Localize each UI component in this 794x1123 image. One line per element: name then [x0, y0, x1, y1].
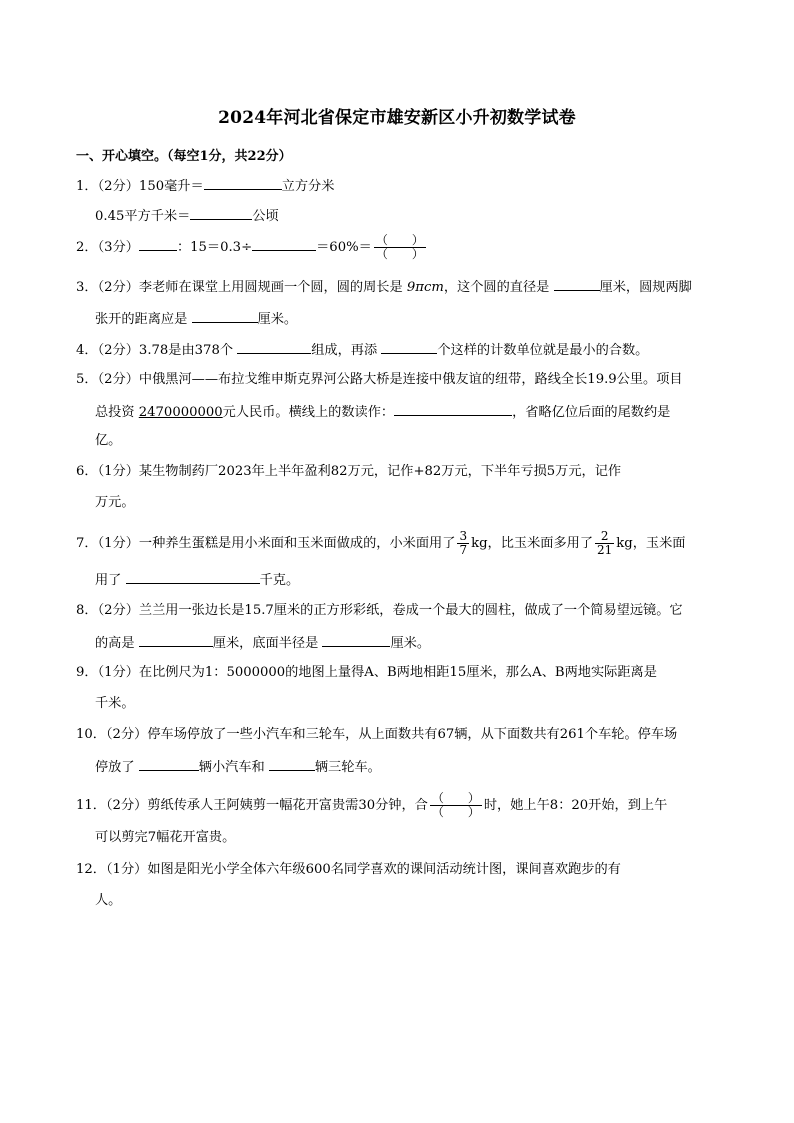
question-5-line-3: 亿。 — [95, 433, 122, 448]
question-8-line-2: 的高是 厘米，底面半径是 厘米。 — [95, 632, 430, 654]
question-5: 5．（2分）中俄黑河——布拉戈维申斯克界河公路大桥是连接中俄友谊的纽带，路线全长19.9公里。项目 — [76, 372, 683, 387]
question-11-line-2: 可以剪完7幅花开富贵。 — [95, 830, 236, 845]
question-5-line-2: 总投资 2470000000元人民币。横线上的数读作： ，省略亿位后面的尾数约是 — [95, 401, 670, 423]
answer-blank[interactable] — [126, 569, 260, 584]
answer-blank[interactable] — [190, 205, 252, 220]
question-1: 1．（2分）150毫升＝ 立方分米 — [76, 175, 334, 197]
fraction-blank[interactable]: $\frac{( )}{( )}$ — [431, 791, 480, 819]
fraction-blank[interactable]: $\frac{( )}{( )}$ — [375, 233, 424, 261]
question-3: 3．（2分）李老师在课堂上用圆规画一个圆，圆的周长是 9πcm，这个圆的直径是 厘米，圆规两脚 — [76, 276, 692, 298]
question-4: 4．（2分）3.78是由378个 组成，再添 个这样的计数单位就是最小的合数。 — [76, 339, 648, 361]
question-7-line-2: 用了 千克。 — [95, 569, 299, 591]
question-3-line-2: 张开的距离应是 厘米。 — [95, 308, 297, 330]
section-heading: 一、开心填空。（每空1分，共22分） — [76, 149, 292, 164]
question-7: 7．（1分）一种养生蛋糕是用小米面和玉米面做成的，小米面用了 $\frac{3}{7}$ kg，比玉米面多用了 $\frac{2}{21}$ kg，玉米面 — [76, 529, 686, 557]
answer-blank[interactable] — [204, 175, 282, 190]
answer-blank[interactable] — [252, 236, 316, 251]
answer-blank[interactable] — [381, 339, 437, 354]
answer-blank[interactable] — [322, 632, 390, 647]
fraction-2-21: $\frac{2}{21}$ — [597, 529, 613, 557]
answer-blank[interactable] — [192, 308, 258, 323]
question-9-line-2: 千米。 — [95, 696, 135, 711]
question-11: 11．（2分）剪纸传承人王阿姨剪一幅花开富贵需30分钟，合 $\frac{( )}{( )}$ 时，她上午8：20开始，到上午 — [76, 791, 668, 819]
answer-blank[interactable] — [237, 339, 311, 354]
answer-blank[interactable] — [269, 756, 315, 771]
question-8: 8．（2分）兰兰用一张边长是15.7厘米的正方形彩纸，卷成一个最大的圆柱，做成了一个简易望远镜。它 — [76, 603, 683, 618]
question-10: 10．（2分）停车场停放了一些小汽车和三轮车，从上面数共有67辆，从下面数共有261个车轮。停车场 — [76, 727, 678, 742]
question-12: 12．（1分）如图是阳光小学全体六年级600名同学喜欢的课间活动统计图，课间喜欢跑步的有 — [76, 862, 621, 877]
question-6: 6．（1分）某生物制药厂2023年上半年盈利82万元，记作+82万元，下半年亏损5万元，记作 — [76, 464, 622, 479]
question-10-line-2: 停放了 辆小汽车和 辆三轮车。 — [95, 756, 381, 778]
question-12-line-2: 人。 — [95, 893, 122, 908]
answer-blank[interactable] — [139, 236, 177, 251]
answer-blank[interactable] — [139, 756, 199, 771]
fraction-3-7: $\frac{3}{7}$ — [459, 529, 468, 557]
question-9: 9．（1分）在比例尺为1：5000000的地图上量得A、B两地相距15厘米，那么A、B两地实际距离是 — [76, 665, 657, 680]
question-2: 2．（3分） ：15＝0.3÷ ＝60%＝ $\frac{( )}{( )}$ — [76, 233, 424, 261]
exam-title: 2024年河北省保定市雄安新区小升初数学试卷 — [218, 108, 576, 128]
question-1-line-2: 0.45平方千米＝ 公顷 — [95, 205, 279, 227]
answer-blank[interactable] — [394, 401, 512, 416]
question-6-line-2: 万元。 — [95, 495, 135, 510]
answer-blank[interactable] — [554, 276, 600, 291]
answer-blank[interactable] — [139, 632, 213, 647]
